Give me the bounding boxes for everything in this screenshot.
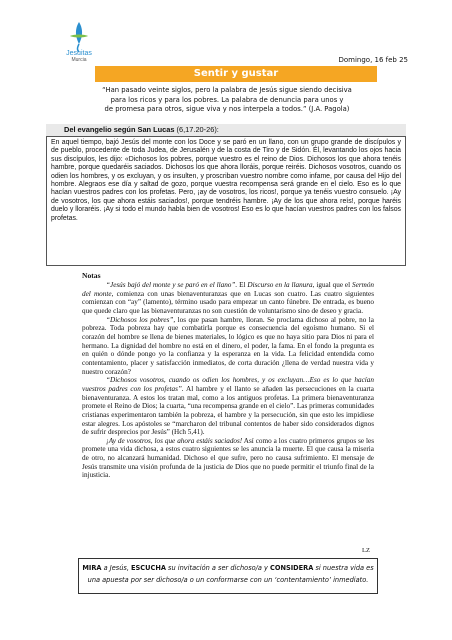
notes-quote: ¡Ay de vosotros, los que ahora estáis saciados! — [106, 436, 243, 445]
section-banner: Sentir y gustar — [95, 66, 377, 82]
reflection-line-1 — [79, 562, 377, 574]
reflection-keyword: CONSIDERA — [270, 564, 314, 572]
notes-title: Notas — [82, 271, 101, 280]
notes-text: El — [237, 281, 248, 289]
logo-name: Jesuitas — [66, 50, 92, 57]
reflection-text: su invitación a ser dichoso/a y — [165, 564, 271, 572]
notes-paragraph — [82, 281, 374, 316]
gospel-title: Del evangelio según San Lucas — [64, 125, 175, 134]
gospel-reference: (6,17.20-26): — [176, 125, 219, 134]
gospel-section — [46, 124, 406, 269]
reflection-text: si nuestra vida es — [313, 564, 374, 572]
notes-quote: Sermón del monte — [82, 281, 375, 298]
notes-paragraph — [82, 437, 374, 480]
reflection-keyword: ESCUCHA — [131, 564, 166, 572]
reflection-box — [78, 558, 378, 594]
gospel-text: En aquel tiempo, bajó Jesús del monte con los Doce y se paró en un llano, con un grupo grande de discípulos y de pueblo, procedente de toda Judea, de Jerusalén y de la costa de Tiro y de Sidón. Él, levantando los ojos hacia sus discípulos, les dijo: «Dichosos los pobres, porque vuestro es el reino de Dios. Dichosos los que ahora tenéis hambre, porque quedaréis saciados. Dichosos los que ahora lloráis, porque reiréis. Dichosos vosotros, cuando os odien los hombres, y os excluyan, y os insulten, y proscriban vuestro nombre como infame, por causa del Hijo del hombre. Alegraos ese día y saltad de gozo, porque vuestra recompensa será grande en el cielo. Eso es lo que hacían vuestros padres con los profetas. Pero, ¡ay de vosotros, los ricos!, porque ya tenéis vuestro consuelo. ¡Ay de vosotros, los que ahora estáis saciados!, porque tendréis hambre. ¡Ay de los que ahora reís!, porque haréis duelo y lloraréis. ¡Ay si todo el mundo habla bien de vosotros! Eso es lo que hacían vuestros padres con los falsos profetas. — [46, 136, 406, 266]
quote-line-3: de promesa para otros, sigue viva y nos interpela a todos.” (J.A. Pagola) — [104, 105, 350, 114]
notes-body — [82, 281, 374, 480]
notes-paragraph — [82, 376, 374, 437]
intro-quote — [72, 86, 382, 115]
notes-text: Así como a los cuatro primeros grupos se les promete una vida dichosa, a estos cuatro siguientes se les anuncia la muerte. El que causa la miseria de otro, no alcanzará humanidad. Dichoso el que sufre, pero no causa sufrimiento. El mensaje de Jesús transmite una visión profunda de la justicia de Dios que no puede permitir el triunfo final de la injusticia. — [82, 436, 375, 480]
notes-text: , igual que el — [312, 281, 353, 289]
gospel-heading — [46, 124, 406, 136]
notes-text: , comienza con unas bienaventuranzas que en Lucas son cuatro. Las cuatro siguientes comienzan con “ay” (lamento), término usado para empezar un canto fúnebre. De entrada, es bueno que quede claro que las bienaventuranzas no son cuestión de voluntarismo sino de deseo y gracia. — [82, 289, 374, 315]
notes-text: Al hambre y el llanto se añaden las persecuciones en la cuarta bienaventuranza. A estos los tratan mal, como a los antiguos profetas. La primera bienaventuranza promete el Reino de Dios; la cuarta, “una recompensa grande en el cielo”. Las primeras comunidades cristianas experimentaron también la pobreza, el hambre y la persecución, sin que esto les impidiese estar alegres. Los apóstoles se “marcharon del tribunal contentos de haber sido considerados dignos de sufrir desprecios por Jesús” (Hch 5,41). — [82, 384, 374, 437]
notes-text: , los que pasan hambre, lloran. Se proclama dichoso al pobre, no la pobreza. Toda pobreza hay que combatirla porque es consecuencia del egoísmo humano. Si el corazón del hombre se llena de bienes materiales, lo lógico es que no haya sitio para Dios ni para el hermano. La dignidad del hombre no está en el dinero, el poder, la fama. En el fondo la pregunta es en quién o dónde pongo yo la confianza y la esperanza en la vida. La felicidad entendida como contentamiento, placer y satisfacción inmediatos, de corta duración ¿llena de verdad nuestra vida y nuestro corazón? — [82, 315, 374, 376]
notes-quote: “Jesús bajó del monte y se paró en el llano”. — [106, 281, 238, 289]
reflection-text: a Jesús, — [101, 564, 132, 572]
author-signature: LZ — [362, 547, 370, 554]
reflection-line-2 — [79, 574, 377, 586]
notes-quote: Discurso en la llanura — [247, 281, 313, 289]
quote-line-1: “Han pasado veinte siglos, pero la palabra de Jesús sigue siendo decisiva — [102, 86, 352, 94]
reflection-text: una apuesta por ser dichoso/a o un conformarse con un ‘contentamiento’ inmediato. — [87, 576, 369, 584]
logo-text — [63, 50, 95, 64]
reflection-keyword: MIRA — [82, 564, 102, 572]
date-label: Domingo, 16 feb 25 — [338, 56, 408, 64]
notes-quote: “Dichosos vosotros, cuando os odien los hombres, y os excluyan…Eso es lo que hacían vuestros padres con los profetas”. — [82, 376, 374, 393]
quote-line-2: para los ricos y para los pobres. La palabra de denuncia para unos y — [110, 95, 344, 104]
notes-paragraph — [82, 316, 374, 377]
notes-quote: “Dichosos los pobres” — [106, 315, 174, 324]
logo-sub: Murcia — [71, 57, 87, 63]
